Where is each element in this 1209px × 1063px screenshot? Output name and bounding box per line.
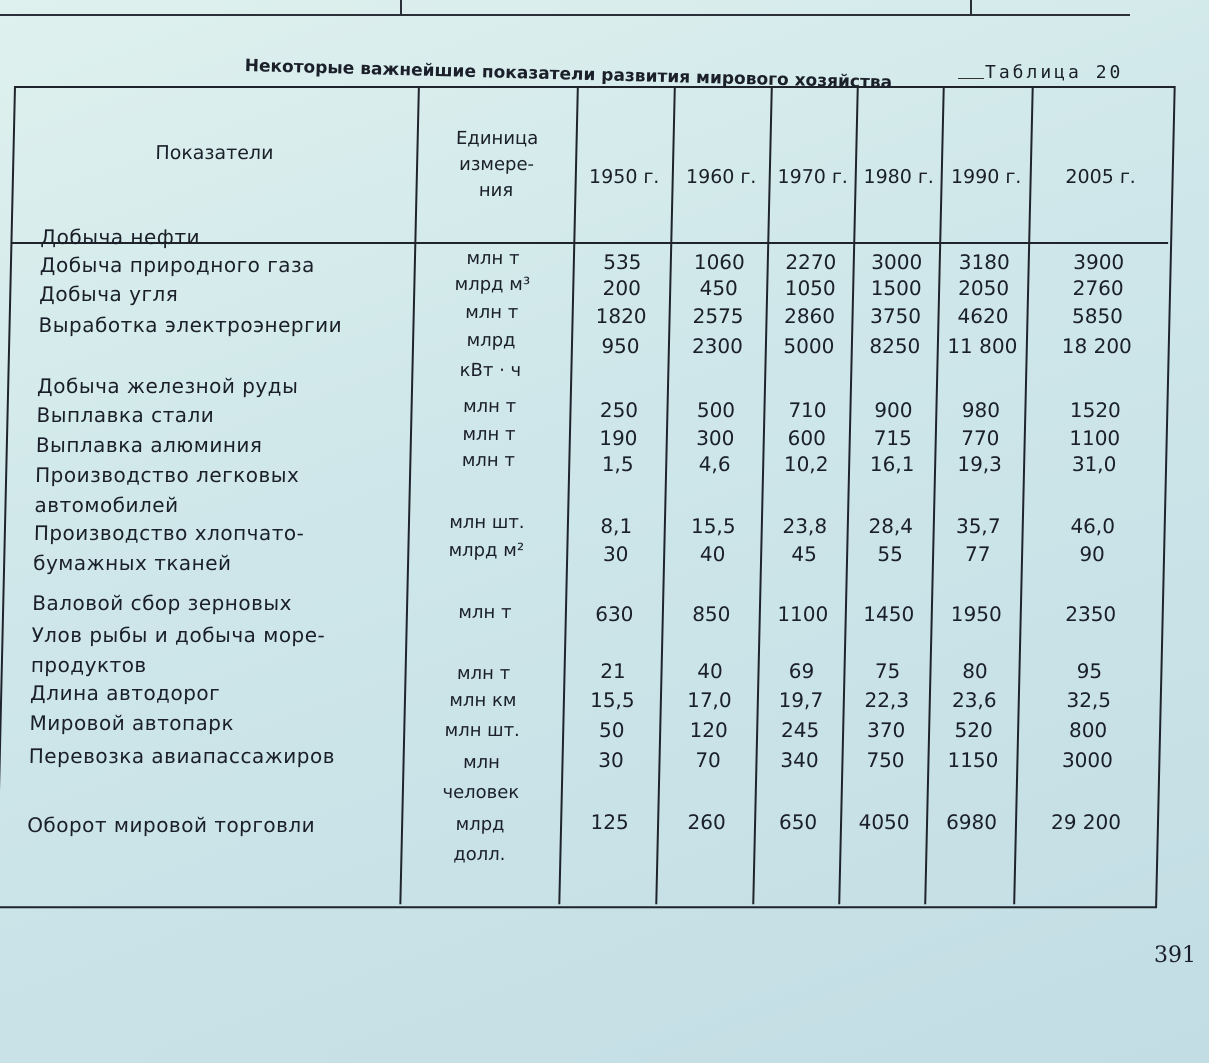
row-unit-line: млрд	[466, 330, 516, 352]
row-value: 32,5	[1066, 688, 1112, 713]
row-value: 5850	[1071, 304, 1124, 329]
row-label	[29, 708, 234, 738]
row-value: 30	[598, 748, 625, 773]
row-label-line: бумажных тканей	[32, 551, 232, 576]
row-value: 15,5	[690, 514, 736, 539]
row-value: 3750	[869, 304, 922, 329]
row-value: 2860	[783, 304, 836, 329]
row-value: 70	[695, 748, 722, 773]
row-unit	[408, 659, 559, 689]
row-value: 35,7	[955, 514, 1001, 539]
header-indicators: Показатели	[155, 142, 274, 165]
prev-table-divider	[400, 0, 402, 14]
row-value: 1820	[595, 304, 647, 329]
row-unit	[413, 446, 564, 476]
row-label-line: Выработка электроэнергии	[38, 313, 343, 338]
row-label-line: Выплавка стали	[36, 403, 215, 428]
row-value: 370	[866, 718, 906, 743]
prev-table-divider	[970, 0, 972, 14]
table-label-underline	[958, 78, 984, 79]
row-value: 80	[961, 659, 988, 684]
row-unit	[410, 598, 561, 628]
row-value: 2350	[1065, 602, 1117, 627]
row-label-line: Перевозка авиапассажиров	[28, 744, 336, 769]
row-value: 22,3	[864, 688, 910, 713]
row-unit-line: млн т	[464, 302, 519, 324]
row-value: 3000	[871, 250, 923, 275]
row-unit-line: млн т	[462, 424, 516, 446]
row-unit	[408, 686, 559, 716]
row-unit-line: млн	[462, 752, 501, 774]
row-value: 69	[788, 659, 815, 684]
row-unit	[404, 810, 555, 870]
row-unit-line: млрд м³	[454, 274, 531, 296]
row-label	[39, 279, 179, 309]
row-value: 1100	[777, 602, 829, 627]
row-value: 1050	[784, 276, 836, 301]
row-value: 2300	[691, 334, 744, 359]
row-value: 300	[695, 426, 735, 451]
row-unit-line: млн км	[449, 690, 517, 712]
row-label-line: Мировой автопарк	[29, 711, 235, 736]
row-value: 17,0	[686, 688, 732, 713]
row-value: 500	[696, 398, 736, 423]
row-value: 650	[778, 810, 818, 835]
row-value: 8,1	[600, 514, 633, 539]
row-value: 3180	[958, 250, 1010, 275]
row-label	[40, 222, 200, 252]
row-value: 1450	[863, 602, 915, 627]
row-value: 55	[877, 542, 904, 567]
row-unit	[414, 392, 565, 422]
row-unit	[411, 536, 562, 566]
row-unit	[412, 508, 563, 538]
row-value: 630	[595, 602, 634, 627]
row-value: 770	[960, 426, 1000, 451]
row-unit-line: млн т	[458, 602, 512, 624]
page-number: 391	[1154, 943, 1196, 968]
row-value: 46,0	[1070, 514, 1116, 539]
row-label-line: Длина автодорог	[29, 681, 221, 706]
row-value: 75	[874, 659, 901, 684]
row-value: 1950	[950, 602, 1002, 627]
row-value: 28,4	[868, 514, 914, 539]
row-value: 6980	[945, 810, 998, 835]
row-label-line: Улов рыбы и добыча море-	[31, 623, 326, 648]
row-value: 450	[699, 276, 739, 301]
row-label	[30, 678, 221, 708]
row-value: 1520	[1069, 398, 1122, 423]
row-value: 5000	[783, 334, 835, 359]
row-label	[38, 310, 342, 340]
row-label-line: Добыча природного газа	[39, 253, 316, 278]
row-label-line: автомобилей	[34, 493, 179, 518]
row-label	[27, 810, 316, 840]
row-value: 600	[787, 426, 827, 451]
row-label-line: продуктов	[30, 653, 148, 678]
row-value: 1100	[1069, 426, 1121, 451]
row-unit-line: млн т	[461, 450, 516, 472]
header-year-2005: 2005 г.	[1065, 166, 1137, 189]
row-unit-line: млн т	[466, 248, 520, 270]
row-value: 260	[687, 810, 726, 835]
row-value: 950	[601, 334, 640, 359]
row-value: 21	[600, 659, 627, 684]
header-unit-line: измере-	[458, 154, 535, 176]
row-label-line: Выплавка алюминия	[35, 433, 263, 458]
row-label	[33, 518, 305, 578]
row-value: 2270	[785, 250, 837, 275]
row-value: 1150	[947, 748, 999, 773]
row-value: 10,2	[783, 452, 829, 477]
row-value: 29 200	[1050, 810, 1122, 835]
row-value: 340	[780, 748, 819, 773]
row-label	[34, 460, 300, 520]
indicators-table	[0, 86, 1190, 908]
row-value: 250	[599, 398, 639, 423]
row-label-line: Добыча нефти	[40, 225, 201, 250]
header-year-1980: 1980 г.	[863, 166, 935, 189]
row-value: 1060	[693, 250, 746, 275]
row-value: 77	[964, 542, 991, 567]
row-unit-line: млн т	[456, 663, 511, 685]
row-value: 4,6	[698, 452, 731, 477]
row-label-line: Валовой сбор зерновых	[31, 591, 293, 616]
row-unit	[407, 716, 558, 746]
row-unit-line: млн шт.	[444, 720, 521, 742]
row-label-line: Производство хлопчато-	[33, 521, 305, 546]
row-value: 2050	[957, 276, 1010, 301]
row-value: 245	[780, 718, 820, 743]
row-unit	[416, 298, 567, 328]
row-value: 45	[791, 542, 818, 567]
row-value: 23,6	[951, 688, 997, 713]
row-value: 40	[699, 542, 726, 567]
row-value: 18 200	[1061, 334, 1133, 359]
row-label	[36, 430, 263, 460]
row-label	[28, 741, 335, 771]
row-value: 95	[1076, 659, 1103, 684]
row-value: 4050	[858, 810, 910, 835]
row-unit	[406, 748, 557, 808]
row-value: 23,8	[782, 514, 828, 539]
header-year-1970: 1970 г.	[777, 166, 849, 189]
row-value: 2575	[692, 304, 744, 329]
row-label	[36, 400, 214, 430]
row-unit-line: человек	[442, 782, 520, 804]
row-label-line: Добыча угля	[39, 282, 179, 307]
row-value: 1500	[870, 276, 922, 301]
row-value: 900	[874, 398, 913, 423]
row-unit-line: млрд	[455, 814, 505, 836]
row-value: 190	[598, 426, 638, 451]
row-value: 15,5	[589, 688, 635, 713]
table-number-label: Таблица 20	[985, 62, 1124, 83]
row-value: 11 800	[947, 334, 1018, 359]
header-unit	[417, 126, 576, 204]
row-value: 750	[866, 748, 905, 773]
row-unit-line: кВт · ч	[459, 360, 522, 382]
row-value: 19,3	[957, 452, 1003, 477]
row-label-line: Производство легковых	[34, 463, 300, 488]
row-label	[40, 250, 316, 280]
row-unit-line: долл.	[453, 844, 506, 866]
row-value: 200	[602, 276, 642, 301]
row-value: 120	[689, 718, 729, 743]
previous-table-bottom-border	[0, 0, 1130, 16]
row-label	[31, 620, 326, 680]
row-value: 715	[873, 426, 913, 451]
header-unit-line: Единица	[455, 128, 539, 150]
row-value: 850	[691, 602, 731, 627]
table-title: Некоторые важнейшие показатели развития мирового хозяйства	[244, 56, 893, 93]
row-value: 125	[590, 810, 630, 835]
row-label	[37, 371, 299, 401]
row-value: 4620	[957, 304, 1009, 329]
row-label	[32, 588, 292, 618]
header-year-1960: 1960 г.	[685, 166, 757, 189]
row-unit-line: млрд м²	[448, 540, 525, 562]
row-value: 1,5	[601, 452, 634, 477]
row-unit	[415, 326, 566, 386]
row-value: 90	[1079, 542, 1106, 567]
row-value: 710	[788, 398, 827, 423]
row-value: 30	[602, 542, 629, 567]
header-year-1950: 1950 г.	[588, 166, 660, 189]
row-value: 3000	[1061, 748, 1114, 773]
row-unit	[417, 270, 568, 300]
row-value: 535	[602, 250, 642, 275]
header-unit-line: ния	[478, 180, 514, 202]
row-unit-line: млн шт.	[449, 512, 525, 534]
row-value: 16,1	[869, 452, 915, 477]
row-value: 520	[954, 718, 993, 743]
row-label-line: Оборот мировой торговли	[26, 813, 316, 838]
header-year-1990: 1990 г.	[950, 166, 1022, 189]
row-value: 2760	[1072, 276, 1124, 301]
row-value: 31,0	[1071, 452, 1117, 477]
row-value: 800	[1068, 718, 1108, 743]
row-value: 40	[697, 659, 724, 684]
row-label-line: Добыча железной руды	[36, 374, 299, 399]
row-value: 19,7	[778, 688, 824, 713]
row-value: 8250	[869, 334, 921, 359]
row-value: 980	[961, 398, 1001, 423]
row-value: 3900	[1073, 250, 1125, 275]
row-value: 50	[598, 718, 625, 743]
row-unit-line: млн т	[462, 396, 517, 418]
